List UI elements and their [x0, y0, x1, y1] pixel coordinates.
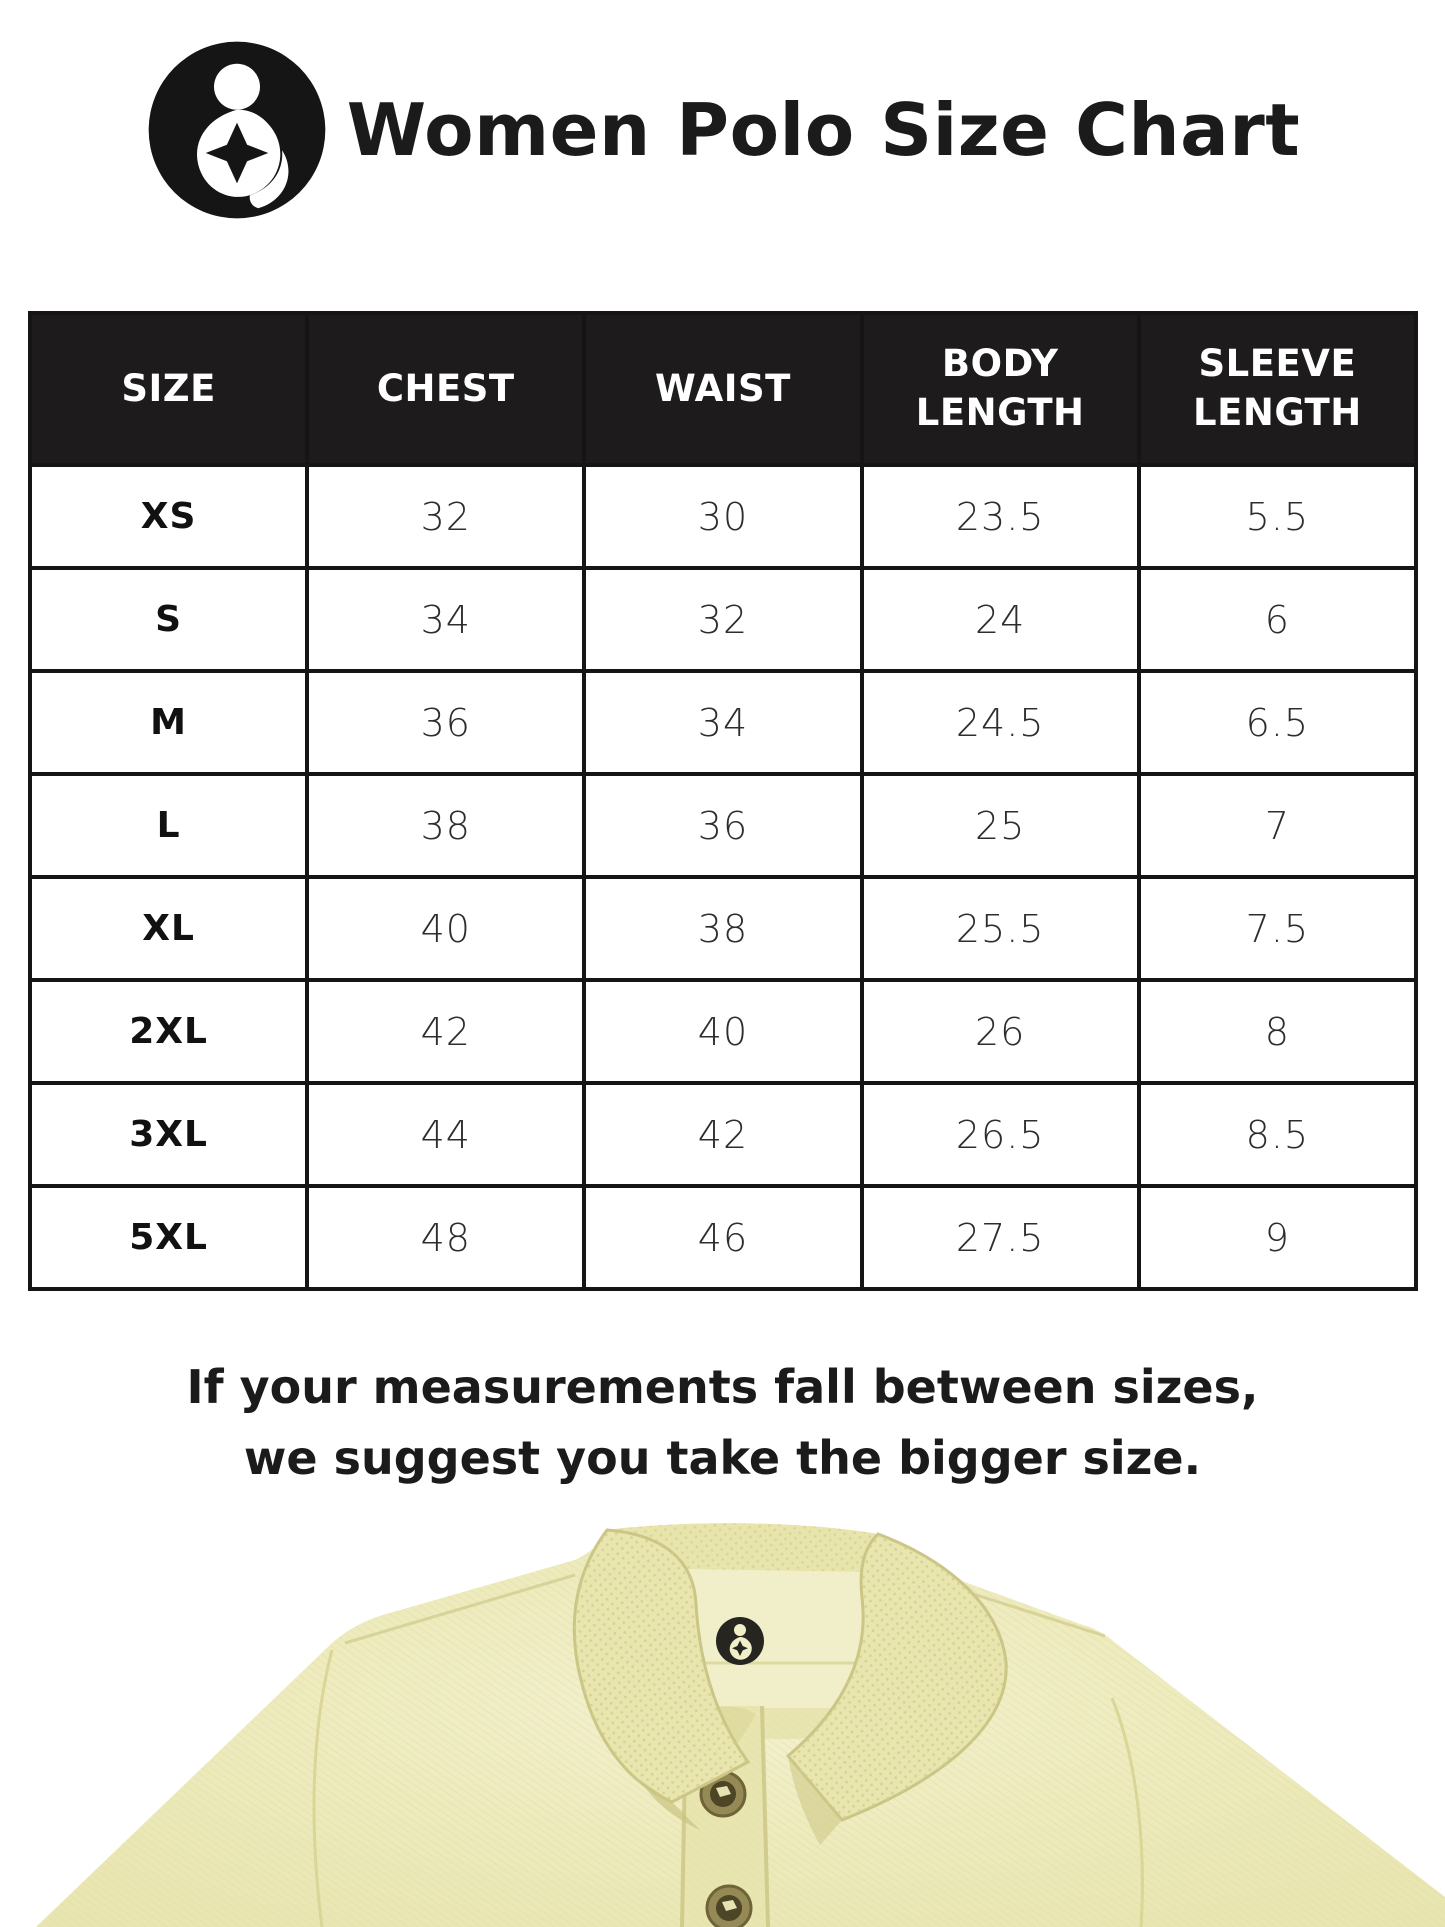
collar-logo-tag-icon — [716, 1617, 764, 1665]
waist-cell: 42 — [584, 1083, 861, 1186]
header — [0, 38, 1445, 222]
size-cell: L — [30, 774, 307, 877]
waist-cell: 30 — [584, 465, 861, 568]
table-row — [30, 774, 1416, 877]
sleeve-length-cell: 8.5 — [1139, 1083, 1416, 1186]
column-header-size: SIZE — [30, 313, 307, 465]
size-table — [28, 311, 1418, 1291]
table-row — [30, 1186, 1416, 1289]
table-row — [30, 980, 1416, 1083]
body-length-cell: 24 — [862, 568, 1139, 671]
polo-shirt-image — [0, 1500, 1445, 1927]
column-header-body-length: BODY LENGTH — [862, 313, 1139, 465]
sleeve-length-cell: 7.5 — [1139, 877, 1416, 980]
table-row — [30, 568, 1416, 671]
size-table-head — [30, 313, 1416, 465]
chest-cell: 32 — [307, 465, 584, 568]
table-row — [30, 671, 1416, 774]
chest-cell: 42 — [307, 980, 584, 1083]
waist-cell: 32 — [584, 568, 861, 671]
column-header-sleeve-length: SLEEVE LENGTH — [1139, 313, 1416, 465]
body-length-cell: 25 — [862, 774, 1139, 877]
size-cell: XS — [30, 465, 307, 568]
sizing-note-line2: we suggest you take the bigger size. — [243, 1431, 1202, 1486]
table-row — [30, 465, 1416, 568]
size-cell: S — [30, 568, 307, 671]
size-cell: M — [30, 671, 307, 774]
chest-cell: 38 — [307, 774, 584, 877]
size-table-container — [28, 311, 1418, 1291]
body-length-cell: 26 — [862, 980, 1139, 1083]
chest-cell: 44 — [307, 1083, 584, 1186]
waist-cell: 40 — [584, 980, 861, 1083]
body-length-cell: 27.5 — [862, 1186, 1139, 1289]
sleeve-length-cell: 6.5 — [1139, 671, 1416, 774]
size-cell: 3XL — [30, 1083, 307, 1186]
body-length-cell: 26.5 — [862, 1083, 1139, 1186]
chest-cell: 48 — [307, 1186, 584, 1289]
table-row — [30, 1083, 1416, 1186]
column-header-waist: WAIST — [584, 313, 861, 465]
sleeve-length-cell: 7 — [1139, 774, 1416, 877]
sleeve-length-cell: 8 — [1139, 980, 1416, 1083]
body-length-cell: 25.5 — [862, 877, 1139, 980]
brand-mother-baby-logo-icon — [145, 38, 329, 222]
sleeve-length-cell: 6 — [1139, 568, 1416, 671]
sizing-note-line1: If your measurements fall between sizes, — [186, 1360, 1259, 1414]
sleeve-length-cell: 9 — [1139, 1186, 1416, 1289]
chest-cell: 36 — [307, 671, 584, 774]
chest-cell: 34 — [307, 568, 584, 671]
waist-cell: 36 — [584, 774, 861, 877]
sizing-note — [0, 1352, 1445, 1495]
column-header-chest: CHEST — [307, 313, 584, 465]
waist-cell: 38 — [584, 877, 861, 980]
header-row — [30, 313, 1416, 465]
size-table-body — [30, 465, 1416, 1289]
shirt-button-bottom — [707, 1886, 751, 1927]
table-row — [30, 877, 1416, 980]
waist-cell: 46 — [584, 1186, 861, 1289]
sleeve-length-cell: 5.5 — [1139, 465, 1416, 568]
size-cell: 2XL — [30, 980, 307, 1083]
size-cell: 5XL — [30, 1186, 307, 1289]
chest-cell: 40 — [307, 877, 584, 980]
body-length-cell: 24.5 — [862, 671, 1139, 774]
page-title: Women Polo Size Chart — [346, 88, 1301, 172]
body-length-cell: 23.5 — [862, 465, 1139, 568]
waist-cell: 34 — [584, 671, 861, 774]
size-cell: XL — [30, 877, 307, 980]
